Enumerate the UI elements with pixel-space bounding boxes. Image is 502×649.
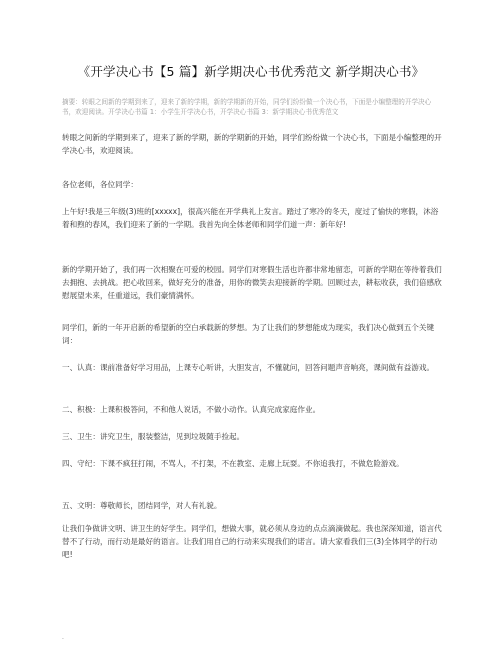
salutation-paragraph: 各位老师，各位同学： [62, 180, 138, 189]
keyword-1-paragraph: 一、认真：课前准备好学习用品，上课专心听讲，大胆发言，不懂就问，回答问题声音响亮，课间做有益游戏。 [62, 363, 435, 372]
greeting-paragraph: 上午好!我是三年级(3)班的[xxxxx]，很高兴能在开学典礼上发言。踏过了寒冷的冬天，度过了愉快的寒假，沐浴着和煦的春风，我们迎来了新的一学期。我首先向全体老师和同学们道一声：新年好! [62, 207, 439, 229]
document-title: 《开学决心书【5 篇】新学期决心书优秀范文 新学期决心书》 [77, 64, 425, 79]
footer-mark: . [62, 634, 64, 641]
keyword-3-paragraph: 三、卫生：讲究卫生，服装整洁，见到垃圾随手捡起。 [62, 432, 245, 441]
keyword-4-paragraph: 四、守纪：下课不疯狂打闹，不骂人，不打架，不在教室、走廊上玩耍。不你追我打，不做危险游戏。 [62, 459, 404, 468]
new-semester-paragraph: 新的学期开始了，我们再一次相聚在可爱的校园。同学们对寒假生活也许都非常地留恋，可新的学期在等待着我们去拥抱、去挑战。把心收回来，做好充分的准备，用你的微笑去迎接新的学期。回顾过去，耕耘收获，我们倍感欣慰展望未来，任重道远，我们豪情满怀。 [62, 265, 442, 300]
keyword-2-paragraph: 二、积极：上课积极答问，不和他人说话，不做小动作。认真完成家庭作业。 [62, 405, 321, 414]
closing-paragraph: 让我们争做讲文明、讲卫生的好学生。同学们，想做大事，就必须从身边的点点滴滴做起。我也深深知道，语言代替不了行动，而行动是最好的语言。让我们用自己的行动来实现我们的诺言。请大家看我们三(3)全体同学的行动吧! [62, 524, 442, 559]
intro-paragraph: 转眼之间新的学期到来了，迎来了新的学期，新的学期新的开始，同学们纷纷做一个决心书，下面是小编整理的开学决心书，欢迎阅读。 [62, 133, 442, 155]
keywords-intro-paragraph: 同学们，新的一年开启新的希望新的空白承载新的梦想。为了让我们的梦想能成为现实，我们决心做到五个关键词： [62, 323, 435, 345]
document-abstract: 摘要：转眼之间新的学期到来了，迎来了新的学期，新的学期新的开始，同学们纷纷做一个决心书，下面是小编整理的开学决心书，欢迎阅读。开学决心书篇 1：小学生开学决心书，开学决心书篇 3：新学期决心书优秀范文 [62, 98, 432, 116]
keyword-5-paragraph: 五、文明：尊敬师长，团结同学，对人有礼貌。 [62, 501, 222, 510]
